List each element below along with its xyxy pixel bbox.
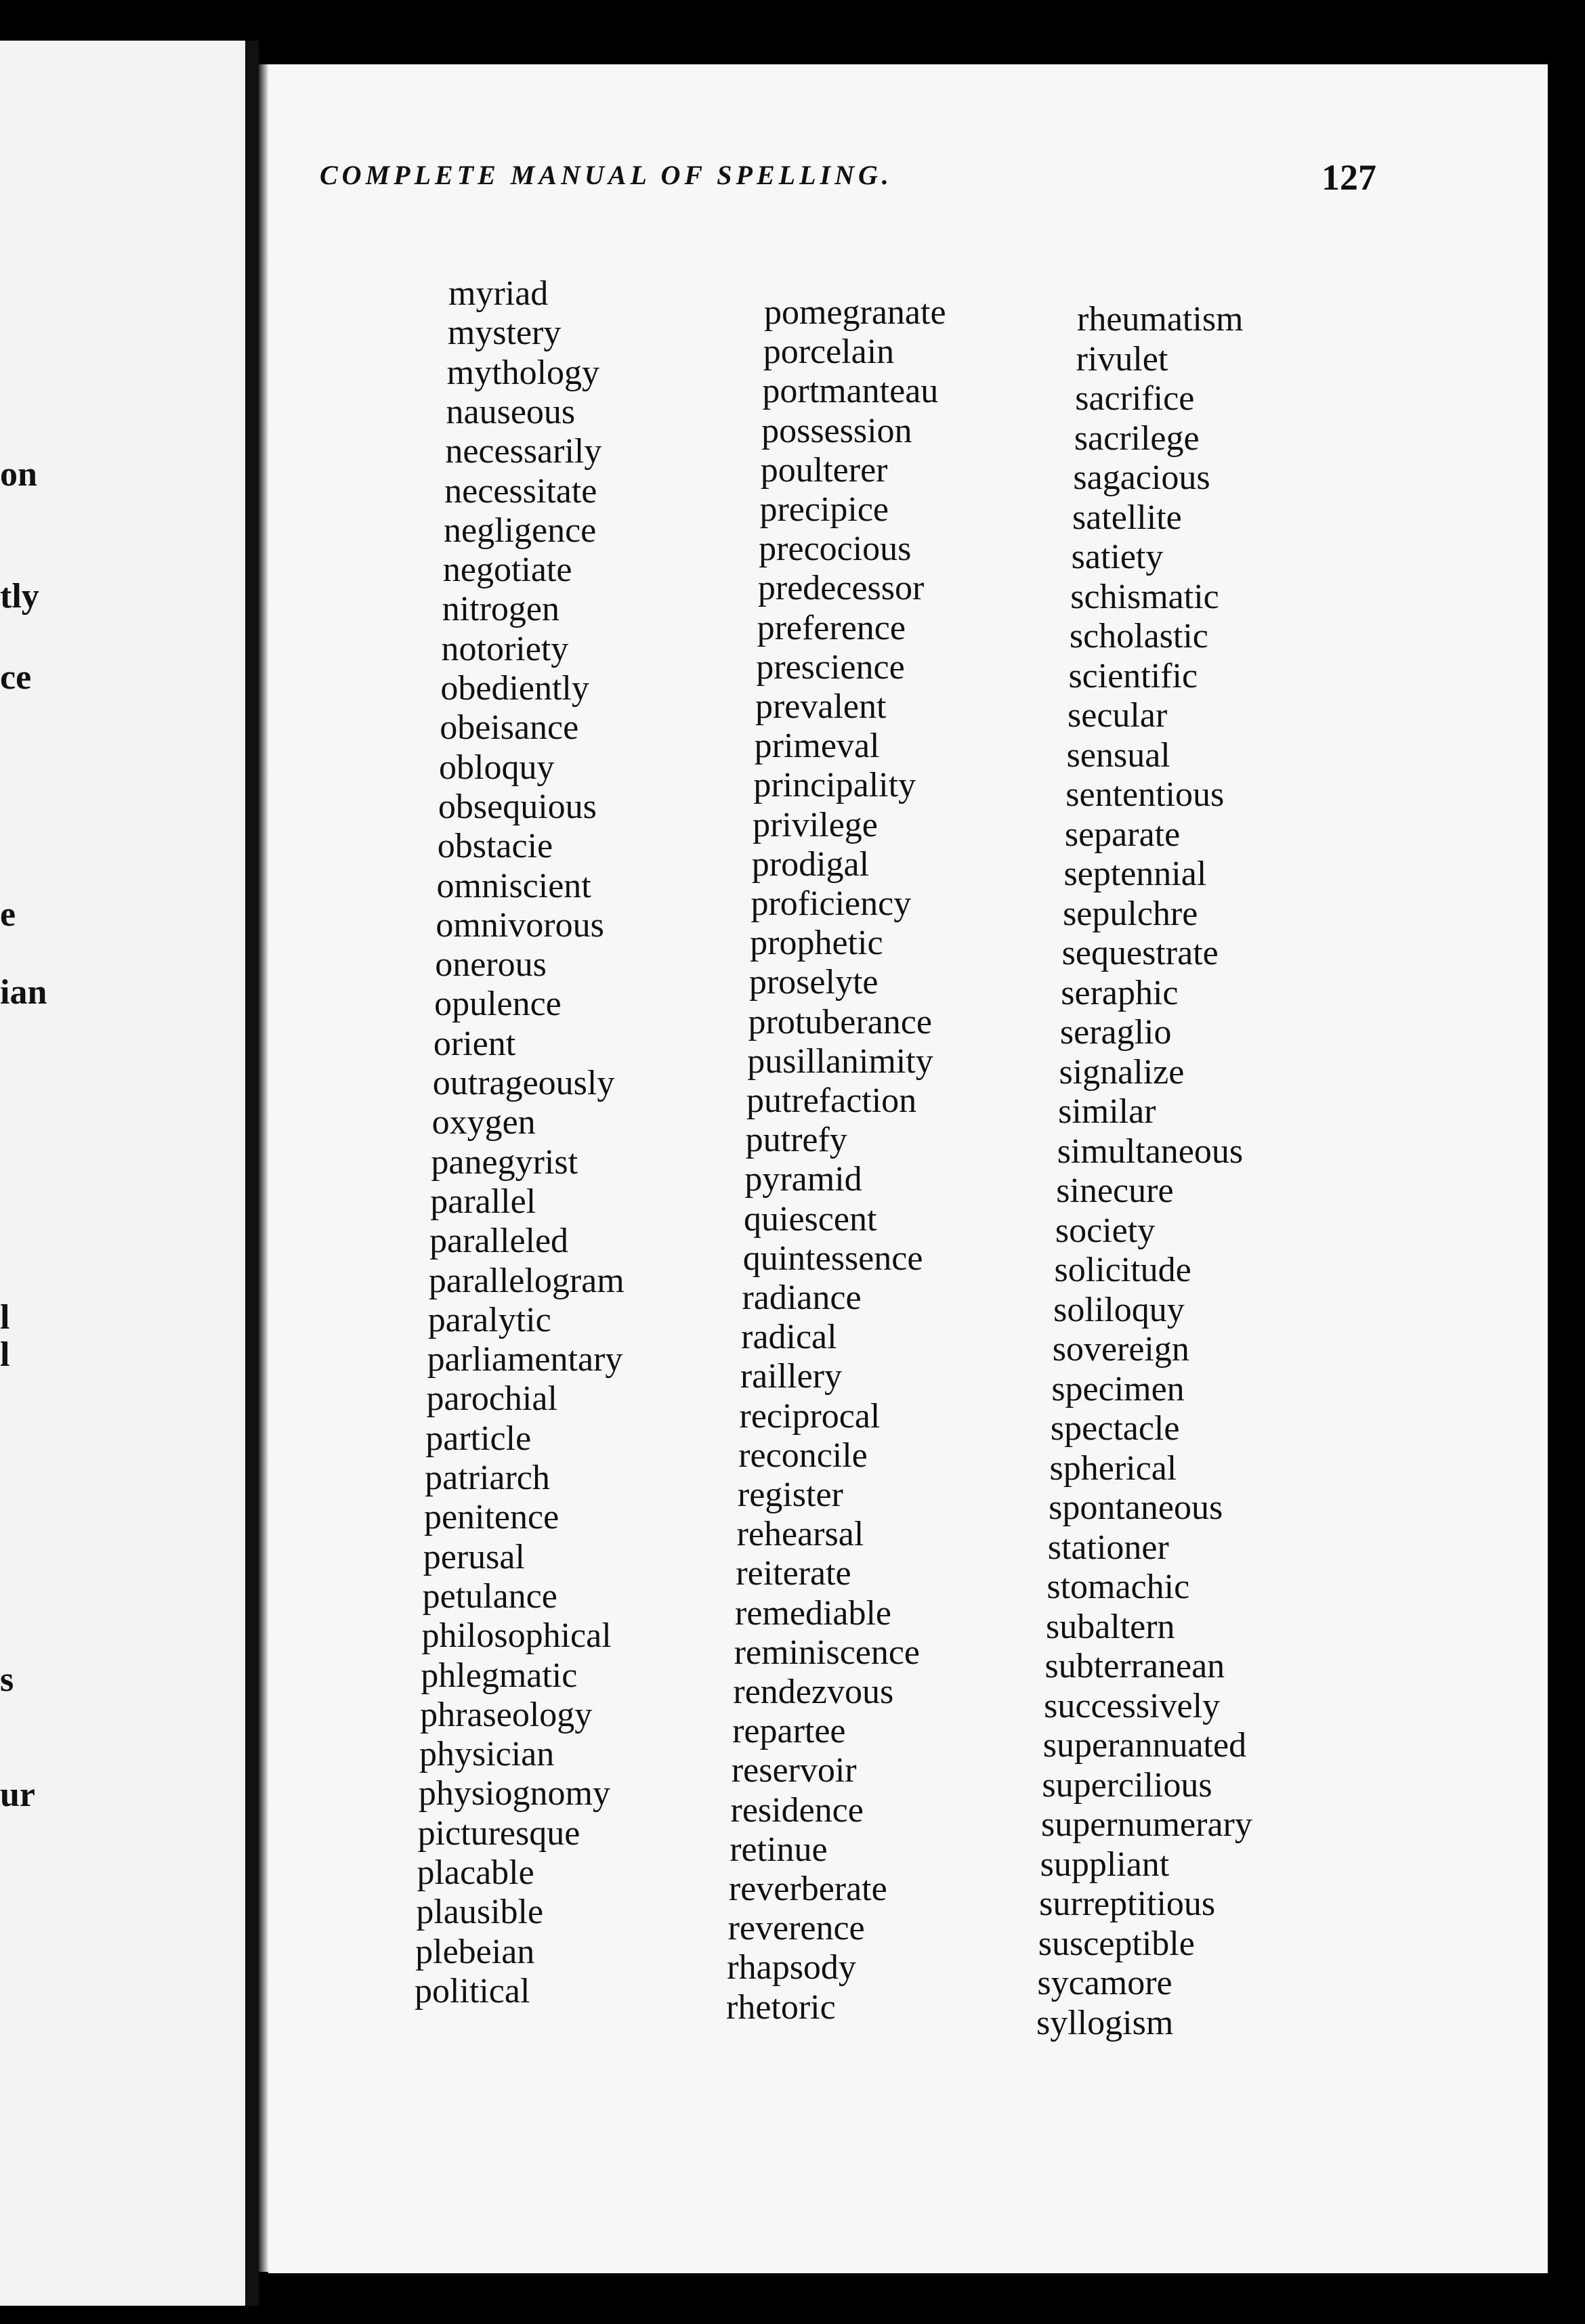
word-entry: suppliant (1040, 1845, 1170, 1884)
word-entry: principality (753, 766, 916, 805)
word-entry: septennial (1063, 855, 1207, 893)
page-header (320, 159, 1376, 213)
word-entry: physiognomy (418, 1774, 610, 1813)
word-entry: sacrifice (1075, 379, 1195, 418)
word-entry: sycamore (1037, 1964, 1172, 2002)
word-entry: sensual (1066, 735, 1170, 775)
word-entry: protuberance (748, 1002, 932, 1041)
word-entry: physician (419, 1735, 555, 1774)
word-entry: scholastic (1069, 617, 1208, 655)
word-entry: phraseology (420, 1695, 593, 1734)
word-entry: repartee (732, 1712, 846, 1751)
word-entry: rheumatism (1077, 300, 1244, 339)
word-entry: satellite (1072, 498, 1182, 537)
word-entry: parallelogram (428, 1261, 625, 1300)
word-entry: obediently (440, 669, 589, 708)
word-entry: porcelain (763, 332, 895, 372)
word-entry: privilege (753, 805, 878, 844)
word-entry: proselyte (748, 963, 879, 1002)
word-entry: paralleled (429, 1222, 569, 1261)
word-entry: quiescent (744, 1199, 877, 1239)
word-entry: sacrilege (1074, 418, 1200, 458)
word-entry: omniscient (436, 866, 591, 905)
word-entry: pusillanimity (747, 1041, 933, 1081)
word-entry: similar (1058, 1092, 1156, 1131)
word-entry: obsequious (438, 787, 597, 826)
word-entry: reminiscence (734, 1633, 921, 1672)
word-entry: separate (1064, 815, 1181, 854)
left-facing-page (0, 41, 245, 2306)
word-entry: quintessence (742, 1239, 923, 1278)
word-entry: society (1055, 1211, 1156, 1250)
word-entry: precocious (759, 530, 912, 569)
word-entry: reconcile (738, 1436, 868, 1475)
word-entry: myriad (448, 274, 549, 313)
word-entry: obeisance (440, 708, 579, 748)
word-entry: susceptible (1038, 1924, 1195, 1963)
word-entry: precipice (759, 490, 889, 529)
word-entry: syllogism (1036, 2003, 1174, 2042)
word-entry: picturesque (417, 1813, 580, 1853)
word-entry: prophetic (750, 924, 883, 963)
word-entry: nauseous (446, 392, 576, 431)
word-entry: poulterer (760, 450, 888, 490)
word-entry: phlegmatic (421, 1656, 578, 1695)
word-entry: simultaneous (1057, 1132, 1244, 1171)
word-entry: outrageously (432, 1064, 615, 1102)
word-entry: rivulet (1076, 339, 1168, 379)
word-entry: reiterate (736, 1554, 851, 1593)
word-entry: soliloquy (1053, 1290, 1185, 1329)
word-entry: rehearsal (736, 1515, 864, 1554)
left-page-fragment: ce (0, 658, 32, 697)
word-entry: superannuated (1042, 1726, 1247, 1765)
word-entry: opulence (434, 985, 562, 1024)
word-entry: supercilious (1042, 1765, 1212, 1805)
word-entry: register (737, 1476, 843, 1514)
word-entry: sententious (1065, 775, 1225, 814)
word-entry: rhetoric (726, 1987, 836, 2027)
word-entry: philosophical (421, 1616, 612, 1656)
word-entry: nitrogen (442, 590, 559, 629)
word-entry: primeval (754, 727, 880, 766)
word-entry: spectacle (1050, 1409, 1180, 1448)
left-page-fragment: e (0, 895, 16, 934)
word-entry: placable (417, 1853, 534, 1892)
word-entry: parliamentary (427, 1340, 623, 1379)
word-entry: successively (1044, 1686, 1221, 1725)
word-entry: perusal (423, 1537, 525, 1576)
word-entry: mythology (446, 353, 600, 392)
page-number: 127 (1322, 157, 1376, 198)
word-entry: subaltern (1045, 1607, 1175, 1646)
word-entry: oxygen (431, 1103, 536, 1142)
word-entry: signalize (1059, 1052, 1185, 1092)
word-entry: putrefy (745, 1121, 847, 1160)
word-entry: subterranean (1044, 1647, 1225, 1685)
word-entry: prodigal (751, 844, 870, 884)
word-entry: political (415, 1971, 530, 2010)
word-entry: prevalent (755, 687, 887, 726)
word-entry: mystery (447, 314, 562, 353)
word-entry: patriarch (425, 1459, 550, 1497)
word-entry: paralytic (427, 1300, 551, 1339)
word-entry: scientific (1068, 656, 1198, 695)
word-entry: reservoir (731, 1751, 857, 1790)
word-entry: orient (433, 1024, 516, 1063)
word-entry: spontaneous (1049, 1488, 1223, 1527)
word-entry: pomegranate (764, 293, 946, 332)
word-entry: reverence (727, 1909, 865, 1948)
word-entry: radiance (742, 1278, 862, 1317)
word-entry: residence (730, 1790, 864, 1830)
word-entry: portmanteau (762, 372, 939, 411)
word-entry: obloquy (439, 748, 555, 787)
left-page-fragment: ian (0, 973, 47, 1012)
word-entry: petulance (422, 1576, 557, 1616)
word-entry: prescience (756, 647, 905, 687)
word-entry: parallel (430, 1182, 536, 1221)
word-entry: supernumerary (1040, 1805, 1252, 1844)
word-entry: specimen (1051, 1369, 1185, 1408)
word-entry: surreptitious (1039, 1885, 1216, 1923)
word-entry: negotiate (442, 551, 572, 590)
word-entry: necessarily (445, 432, 602, 471)
left-page-fragment: tly (0, 577, 39, 616)
word-entry: seraphic (1061, 973, 1179, 1012)
word-entry: rendezvous (733, 1673, 894, 1711)
word-entry: necessitate (444, 471, 597, 511)
word-entry: panegyrist (431, 1142, 578, 1182)
word-entry: spherical (1049, 1448, 1177, 1488)
word-entry: satiety (1071, 538, 1164, 576)
left-page-fragment: on (0, 455, 37, 494)
word-entry: particle (425, 1419, 532, 1458)
word-entry: putrefaction (746, 1081, 917, 1120)
word-entry: plausible (416, 1893, 544, 1932)
running-title: COMPLETE MANUAL OF SPELLING. (320, 160, 893, 190)
word-entry: secular (1068, 696, 1168, 735)
left-page-fragment: l (0, 1298, 10, 1337)
word-entry: sagacious (1073, 458, 1210, 497)
book-gutter (245, 41, 259, 2306)
word-entry: seraglio (1059, 1013, 1172, 1052)
word-entry: sinecure (1056, 1171, 1174, 1210)
word-entry: raillery (740, 1357, 842, 1396)
word-entry: plebeian (415, 1932, 535, 1971)
word-entry: stationer (1047, 1528, 1169, 1567)
word-entry: proficiency (751, 884, 912, 923)
word-entry: reciprocal (739, 1396, 881, 1436)
word-entry: sepulchre (1063, 894, 1198, 933)
word-entry: possession (761, 411, 912, 450)
word-entry: penitence (423, 1498, 559, 1537)
word-entry: sovereign (1052, 1330, 1189, 1369)
word-entry: rhapsody (727, 1948, 856, 1987)
word-entry: solicitude (1054, 1251, 1191, 1289)
word-entry: negligence (444, 511, 597, 550)
word-entry: pyramid (744, 1160, 862, 1199)
left-page-fragment: l (0, 1335, 10, 1374)
word-entry: preference (757, 608, 906, 647)
word-entry: stomachic (1047, 1568, 1190, 1606)
left-page-fragment: ur (0, 1776, 35, 1814)
word-entry: predecessor (757, 569, 925, 608)
word-entry: onerous (435, 945, 547, 985)
gutter-shadow (259, 64, 268, 2272)
word-entry: schismatic (1070, 577, 1219, 616)
word-entry: parochial (426, 1379, 557, 1419)
word-entry: remediable (735, 1593, 891, 1633)
word-entry: omnivorous (436, 905, 604, 945)
word-entry: notoriety (441, 629, 569, 668)
word-entry: reverberate (728, 1870, 887, 1908)
left-page-fragment: s (0, 1660, 14, 1699)
word-entry: sequestrate (1061, 934, 1219, 972)
word-entry: obstacie (437, 827, 553, 866)
word-entry: retinue (730, 1830, 828, 1869)
word-entry: radical (741, 1318, 837, 1357)
